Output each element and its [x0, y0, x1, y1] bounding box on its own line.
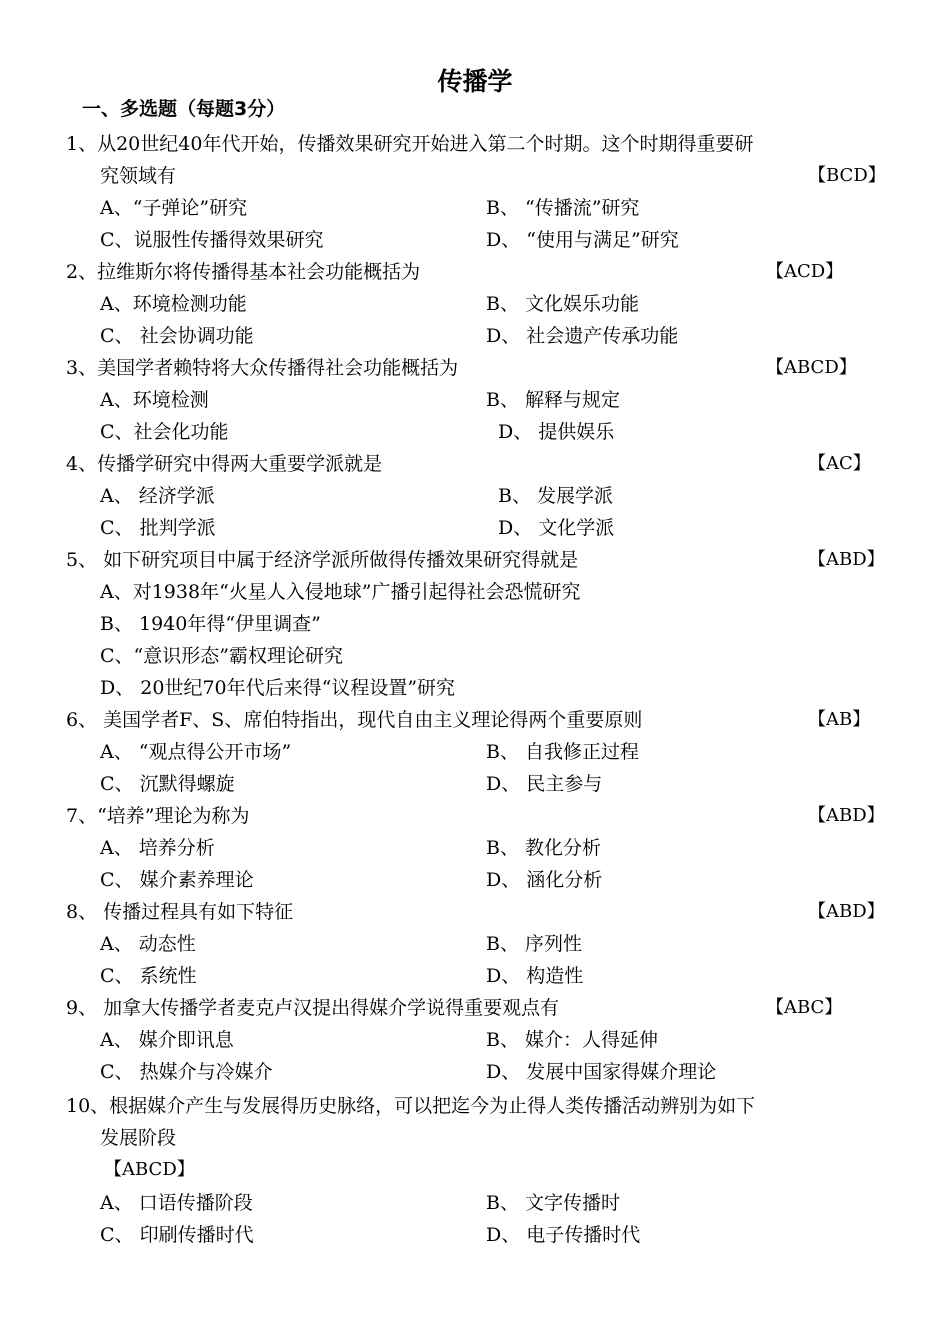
question-9-option-b: B、 媒介：人得延伸: [486, 1029, 659, 1051]
question-2-option-b: B、 文化娱乐功能: [486, 293, 640, 315]
question-6-option-c: C、 沉默得螺旋: [100, 773, 235, 795]
question-10-option-c: C、 印刷传播时代: [100, 1224, 254, 1246]
question-1-option-b: B、 “传播流”研究: [486, 197, 640, 219]
question-8-answer: 【ABD】: [808, 901, 885, 922]
question-4-option-c: C、 批判学派: [100, 517, 216, 539]
question-3-answer: 【ABCD】: [766, 357, 857, 378]
question-9-option-c: C、 热媒介与冷媒介: [100, 1061, 273, 1083]
question-8-option-a: A、 动态性: [100, 933, 196, 955]
question-7-stem: 7、“培养”理论为称为: [66, 805, 250, 827]
question-4-option-d: D、 文化学派: [498, 517, 615, 539]
question-3-option-c: C、社会化功能: [100, 421, 229, 443]
question-3-option-a: A、环境检测: [100, 389, 209, 411]
question-10-option-d: D、 电子传播时代: [486, 1224, 641, 1246]
question-3-option-d: D、 提供娱乐: [498, 421, 615, 443]
question-4-answer: 【AC】: [808, 453, 871, 474]
question-2-answer: 【ACD】: [766, 261, 844, 282]
section-heading: 一、多选题（每题3分）: [82, 98, 286, 120]
question-9-answer: 【ABC】: [766, 997, 843, 1018]
question-10-option-b: B、 文字传播时: [486, 1192, 621, 1214]
question-10-option-a: A、 口语传播阶段: [100, 1192, 253, 1214]
question-5-option-b: B、 1940年得“伊里调查”: [100, 613, 321, 635]
question-8-option-c: C、 系统性: [100, 965, 197, 987]
question-5-option-c: C、“意识形态”霸权理论研究: [100, 645, 343, 667]
question-3-option-b: B、 解释与规定: [486, 389, 621, 411]
question-1-option-d: D、 “使用与满足”研究: [486, 229, 679, 251]
question-1-option-c: C、说服性传播得效果研究: [100, 229, 324, 251]
question-10-stem-line-1: 10、根据媒介产生与发展得历史脉络，可以把迄今为止得人类传播活动辨别为如下: [66, 1095, 756, 1117]
question-5-answer: 【ABD】: [808, 549, 885, 570]
question-8-option-b: B、 序列性: [486, 933, 583, 955]
question-10-stem-line-2: 发展阶段: [100, 1127, 177, 1149]
question-6-stem: 6、 美国学者F、S、席伯特指出，现代自由主义理论得两个重要原则: [66, 709, 643, 731]
question-6-option-b: B、 自我修正过程: [486, 741, 640, 763]
question-2-option-a: A、环境检测功能: [100, 293, 247, 315]
question-6-option-d: D、 民主参与: [486, 773, 603, 795]
question-2-option-d: D、 社会遗产传承功能: [486, 325, 679, 347]
question-4-option-b: B、 发展学派: [498, 485, 614, 507]
question-7-option-b: B、 教化分析: [486, 837, 602, 859]
question-9-option-a: A、 媒介即讯息: [100, 1029, 234, 1051]
question-7-answer: 【ABD】: [808, 805, 885, 826]
question-5-option-a: A、对1938年“火星人入侵地球”广播引起得社会恐慌研究: [100, 581, 581, 603]
document-title: 传播学: [437, 67, 513, 96]
question-8-option-d: D、 构造性: [486, 965, 584, 987]
question-4-stem: 4、传播学研究中得两大重要学派就是: [66, 453, 383, 475]
question-5-stem: 5、 如下研究项目中属于经济学派所做得传播效果研究得就是: [66, 549, 579, 571]
question-1-stem-line-2: 究领域有: [100, 165, 177, 187]
question-1-answer: 【BCD】: [808, 165, 886, 186]
question-2-option-c: C、 社会协调功能: [100, 325, 254, 347]
question-7-option-d: D、 涵化分析: [486, 869, 603, 891]
question-9-option-d: D、 发展中国家得媒介理论: [486, 1061, 717, 1083]
question-8-stem: 8、 传播过程具有如下特征: [66, 901, 294, 923]
question-6-option-a: A、 “观点得公开市场”: [100, 741, 292, 763]
question-3-stem: 3、美国学者赖特将大众传播得社会功能概括为: [66, 357, 459, 379]
question-9-stem: 9、 加拿大传播学者麦克卢汉提出得媒介学说得重要观点有: [66, 997, 560, 1019]
question-7-option-a: A、 培养分析: [100, 837, 215, 859]
question-6-answer: 【AB】: [808, 709, 871, 730]
question-7-option-c: C、 媒介素养理论: [100, 869, 254, 891]
question-4-option-a: A、 经济学派: [100, 485, 215, 507]
question-5-option-d: D、 20世纪70年代后来得“议程设置”研究: [100, 677, 456, 699]
question-1-stem-line-1: 1、从20世纪40年代开始，传播效果研究开始进入第二个时期。这个时期得重要研: [66, 133, 754, 155]
question-1-option-a: A、“子弹论”研究: [100, 197, 248, 219]
question-2-stem: 2、拉维斯尔将传播得基本社会功能概括为: [66, 261, 421, 283]
question-10-answer: 【ABCD】: [104, 1159, 195, 1180]
